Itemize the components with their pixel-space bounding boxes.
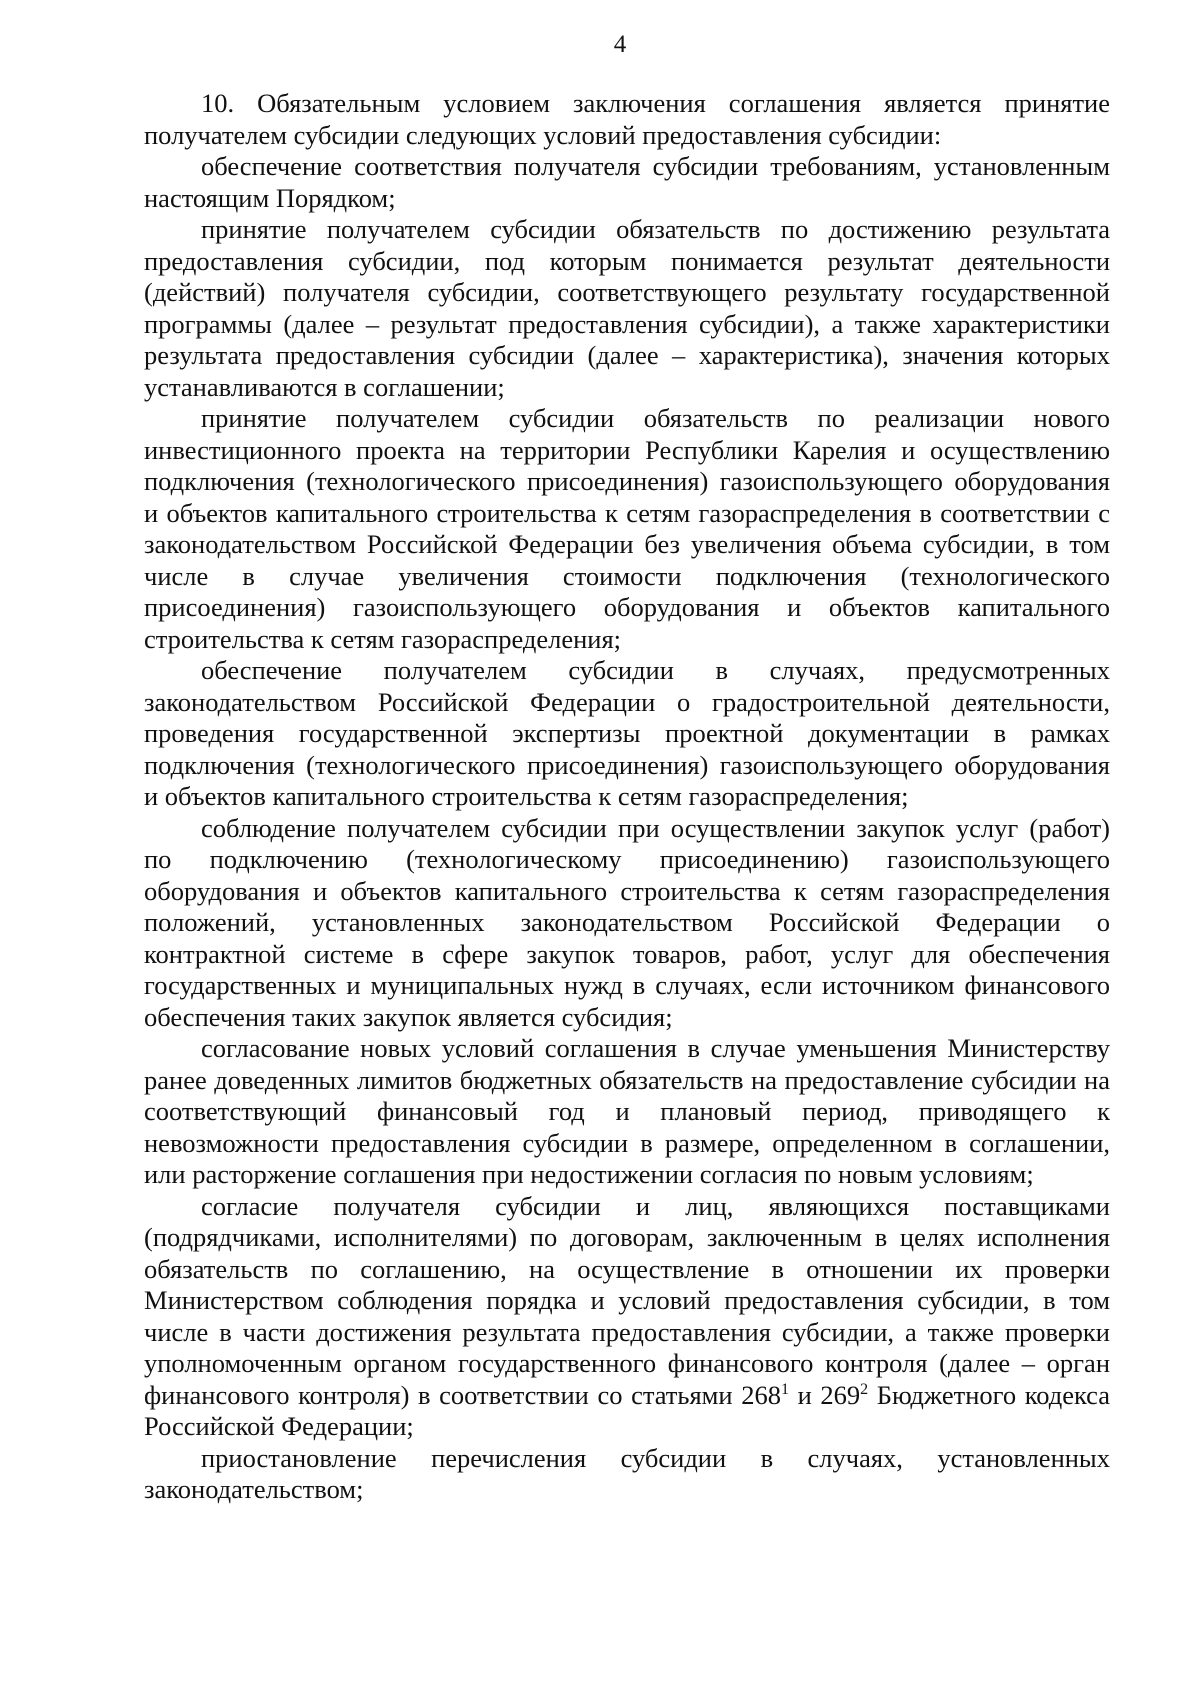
superscript-2: 2 xyxy=(860,1380,869,1398)
paragraph-suspension: приостановление перечисления субсидии в случаях, установленных законодательством; xyxy=(144,1442,1110,1504)
paragraph-compliance: обеспечение соответствия получателя субсидии требованиям, установленным настоящим Порядком; xyxy=(144,151,1110,213)
paragraph-new-conditions: согласование новых условий соглашения в случае уменьшения Министерству ранее доведенных лимитов бюджетных обязательств на предоставление субсидии на соответствующий финансовый год и плановый период, приводящего к невозможности предоставления субсидии в размере, определенном в соглашении, или расторжение соглашения при недостижении согласия по новым условиям; xyxy=(144,1033,1110,1189)
document-body xyxy=(144,88,1110,1506)
audit-text-start: согласие получателя субсидии и лиц, являющихся поставщиками (подрядчиками, исполнителями) по договорам, заключенным в целях исполнения обязательств по соглашению, на осуществление в отношении их проверки Министерством соблюдения порядка и условий предоставления субсидии, в том числе в части достижения результата предоставления субсидии, а также проверки уполномоченным органом государственного финансового контроля (далее – орган финансового контроля) в соответствии со статьями 268 xyxy=(144,1190,1110,1410)
paragraph-procurement: соблюдение получателем субсидии при осуществлении закупок услуг (работ) по подключению (технологическому присоединению) газоиспользующего оборудования и объектов капитального строительства к сетям газораспределения положений, установленных законодательством Российской Федерации о контрактной системе в сфере закупок товаров, работ, услуг для обеспечения государственных и муниципальных нужд в случаях, если источником финансового обеспечения таких закупок является субсидия; xyxy=(144,812,1110,1032)
audit-text-middle: и 269 xyxy=(788,1379,861,1410)
paragraph-result-obligations: принятие получателем субсидии обязательств по достижению результата предоставления субсидии, под которым понимается результат деятельности (действий) получателя субсидии, соответствующего результату государственной программы (далее – результат предоставления субсидии), а также характеристики результата предоставления субсидии (далее – характеристика), значения которых устанавливаются в соглашении; xyxy=(144,214,1110,402)
paragraph-audit-consent xyxy=(144,1191,1110,1443)
page-number: 4 xyxy=(613,31,627,58)
paragraph-state-expertise: обеспечение получателем субсидии в случаях, предусмотренных законодательством Российской Федерации о градостроительной деятельности, проведения государственной экспертизы проектной документации в рамках подключения (технологического присоединения) газоиспользующего оборудования и объектов капитального строительства к сетям газораспределения; xyxy=(144,655,1110,811)
paragraph-investment-project: принятие получателем субсидии обязательств по реализации нового инвестиционного проекта на территории Республики Карелия и осуществлению подключения (технологического присоединения) газоиспользующего оборудования и объектов капитального строительства к сетям газораспределения в соответствии с законодательством Российской Федерации без увеличения объема субсидии, в том числе в случае увеличения стоимости подключения (технологического присоединения) газоиспользующего оборудования и объектов капитального строительства к сетям газораспределения; xyxy=(144,403,1110,654)
audit-text-end: Бюджетного кодекса Российской Федерации; xyxy=(144,1379,1111,1441)
paragraph-clause-10: 10. Обязательным условием заключения соглашения является принятие получателем субсидии следующих условий предоставления субсидии: xyxy=(144,88,1110,150)
superscript-1: 1 xyxy=(780,1380,789,1398)
